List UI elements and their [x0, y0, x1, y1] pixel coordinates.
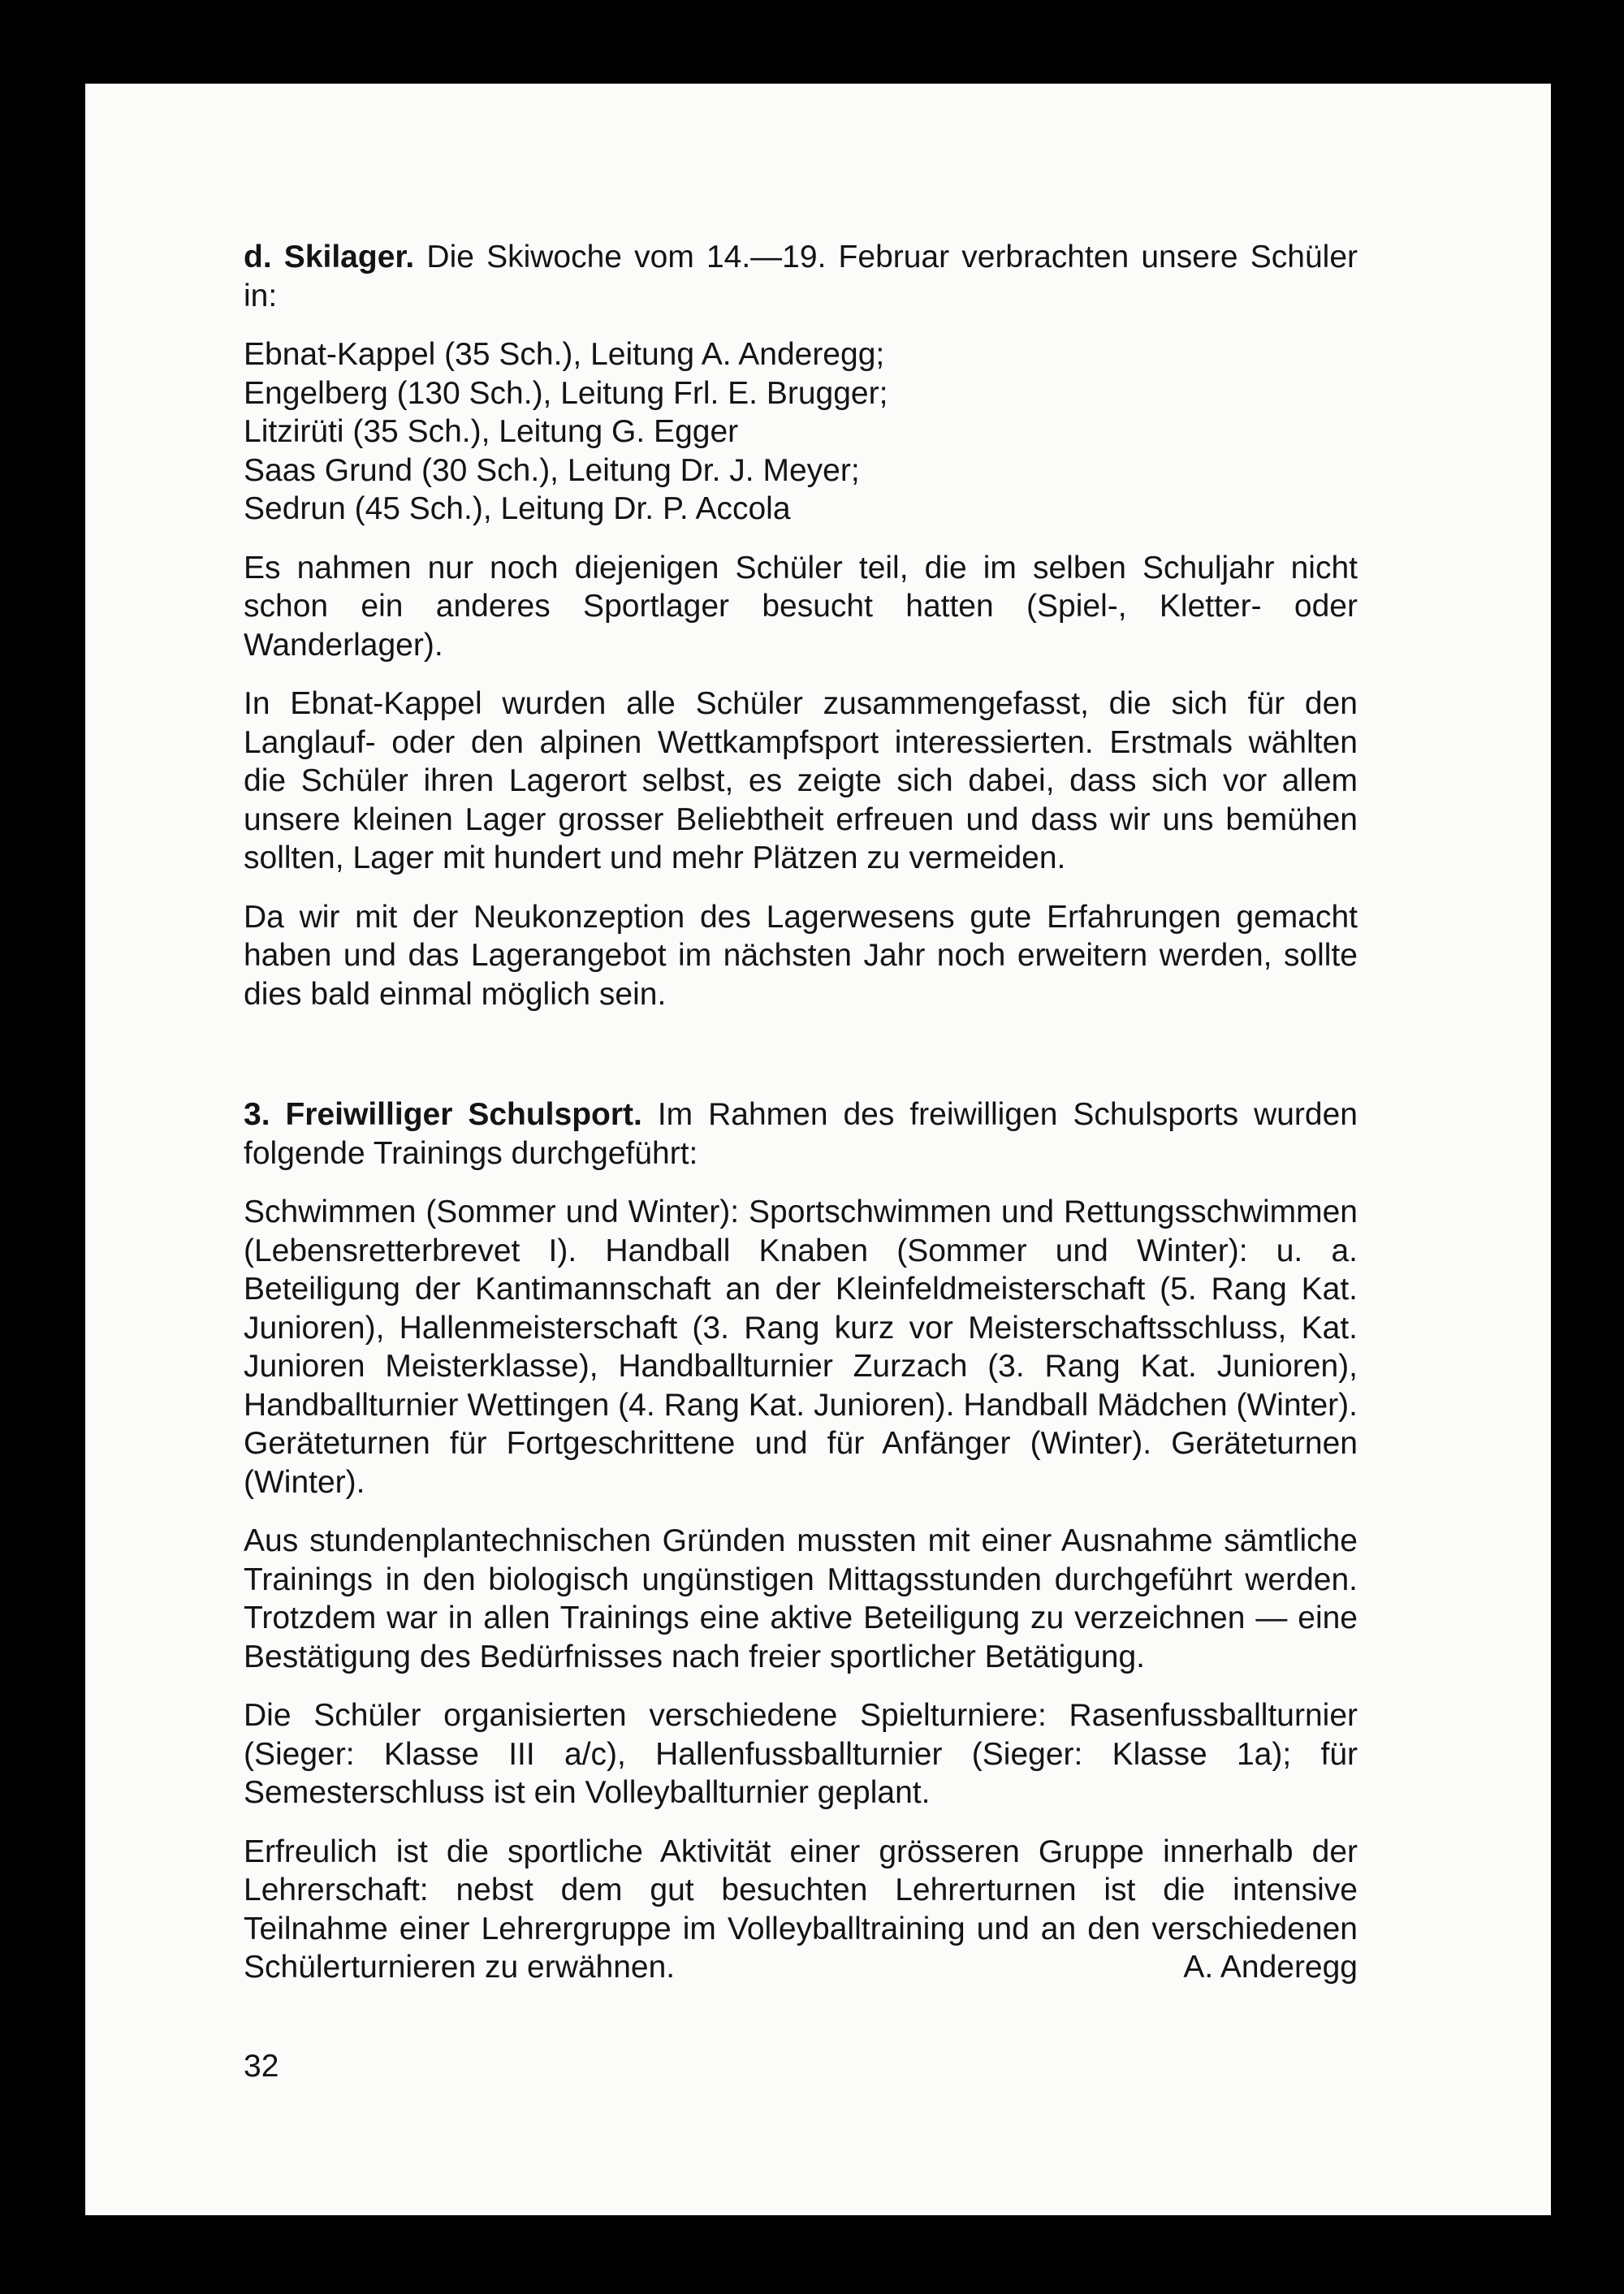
ski-camp-list [244, 335, 1358, 529]
section-3-final-paragraph [244, 1833, 1358, 1987]
section-d-paragraph: Es nahmen nur noch diejenigen Schüler teil, die im selben Schuljahr nicht schon ein anderes Sportlager besucht hatten (Spiel-, Kletter- oder Wanderlager). [244, 550, 1358, 663]
page-number: 32 [244, 2049, 279, 2084]
ski-camp-item: Engelberg (130 Sch.), Leitung Frl. E. Brugger; [244, 375, 888, 411]
section-d-heading: d. Skilager. [244, 240, 415, 274]
page-content [244, 238, 1358, 2007]
ski-camp-item: Litzirüti (35 Sch.), Leitung G. Egger [244, 414, 739, 449]
section-3-intro: Im Rahmen des freiwilligen Schulsports wurden folgende Trainings durchgeführt: [244, 1097, 1358, 1171]
section-3-paragraph: Schwimmen (Sommer und Winter): Sportschwimmen und Rettungsschwimmen (Lebensretterbrevet I). Handball Knaben (Sommer und Winter): u. a. Beteiligung der Kantimannschaft an der Kleinfeldmeisterschaft (5. Rang Kat. Junioren), Hallenmeisterschaft (3. Rang kurz vor Meisterschaftsschluss, Kat. Junioren Meisterklasse), Handballturnier Zurzach (3. Rang Kat. Junioren), Handballturnier Wettingen (4. Rang Kat. Junioren). Handball Mädchen (Winter). Geräteturnen für Fortgeschrittene und für Anfänger (Winter). Geräteturnen (Winter). [244, 1195, 1358, 1500]
section-d-paragraph: Da wir mit der Neukonzeption des Lagerwesens gute Erfahrungen gemacht haben und das Lagerangebot im nächsten Jahr noch erweitern werden, sollte dies bald einmal möglich sein. [244, 899, 1358, 1012]
section-d-paragraph: In Ebnat-Kappel wurden alle Schüler zusammengefasst, die sich für den Langlauf- oder den alpinen Wettkampfsport interessierten. Erstmals wählten die Schüler ihren Lagerort selbst, es zeigte sich dabei, dass sich vor allem unsere kleinen Lager grosser Beliebtheit erfreuen und dass wir uns bemühen sollten, Lager mit hundert und mehr Plätzen zu vermeiden. [244, 686, 1358, 875]
section-3-intro-paragraph [244, 1095, 1358, 1173]
author-signature: A. Anderegg [1183, 1950, 1358, 1985]
section-d-intro-paragraph [244, 238, 1358, 315]
ski-camp-item: Saas Grund (30 Sch.), Leitung Dr. J. Meyer; [244, 452, 860, 488]
document-page [85, 84, 1551, 2215]
section-3-heading: 3. Freiwilliger Schulsport. [244, 1097, 642, 1132]
section-spacer [244, 1034, 1358, 1095]
section-3-paragraph: Die Schüler organisierten verschiedene Spielturniere: Rasenfussballturnier (Sieger: Klasse III a/c), Hallenfussballturnier (Sieger: Klasse 1a); für Semesterschluss ist ein Volleyballturnier geplant. [244, 1698, 1358, 1810]
section-d-intro: Die Skiwoche vom 14.—19. Februar verbrachten unsere Schüler in: [244, 240, 1358, 313]
ski-camp-item: Sedrun (45 Sch.), Leitung Dr. P. Accola [244, 491, 791, 526]
section-3-final-text: Erfreulich ist die sportliche Aktivität einer grösseren Gruppe innerhalb der Lehrerschaft: nebst dem gut besuchten Lehrerturnen ist die intensive Teilnahme einer Lehrergruppe im Volleyballtraining und an den verschiedenen Schülerturnieren zu erwähnen. [244, 1834, 1358, 1985]
section-3-paragraph: Aus stundenplantechnischen Gründen mussten mit einer Ausnahme sämtliche Trainings in den biologisch ungünstigen Mittagsstunden durchgeführt werden. Trotzdem war in allen Trainings eine aktive Beteiligung zu verzeichnen — eine Bestätigung des Bedürfnisses nach freier sportlicher Betätigung. [244, 1523, 1358, 1674]
ski-camp-item: Ebnat-Kappel (35 Sch.), Leitung A. Anderegg; [244, 337, 885, 372]
